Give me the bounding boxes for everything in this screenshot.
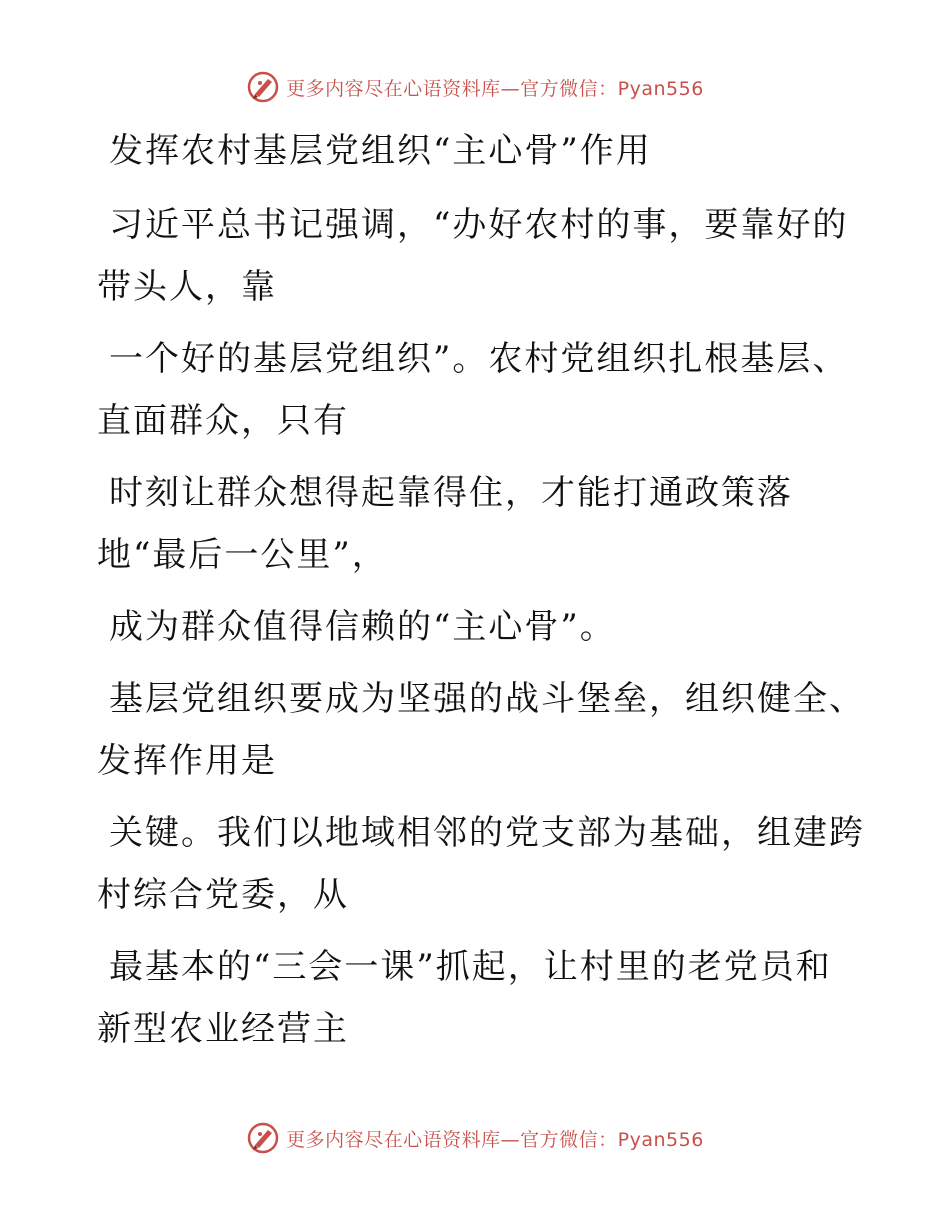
paragraph-2 (97, 328, 849, 452)
paragraph-1 (97, 194, 849, 318)
paragraph-line: 成为群众值得信赖的“主心骨”。 (109, 607, 616, 647)
paragraph-line: 习近平总书记强调，“办好农村的事，要靠好的 (109, 205, 849, 245)
paragraph-line: 新型农业经营主 (97, 1009, 349, 1049)
header-banner-text: 更多内容尽在心语资料库—官方微信：Pyan556 (286, 77, 704, 100)
paragraph-6 (97, 802, 865, 926)
paragraph-line: 时刻让群众想得起靠得住，才能打通政策落 (109, 473, 793, 513)
paragraph-line: 基层党组织要成为坚强的战斗堡垒，组织健全、 (109, 679, 865, 719)
document-title (97, 120, 837, 182)
document-title-text: 发挥农村基层党组织“主心骨”作用 (109, 131, 652, 171)
footer-banner-text: 更多内容尽在心语资料库—官方微信：Pyan556 (286, 1128, 704, 1151)
header-banner (0, 70, 950, 104)
paragraph-line: 带头人，靠 (97, 267, 277, 307)
paragraph-7 (97, 936, 837, 1060)
paragraph-line: 关键。我们以地域相邻的党支部为基础，组建跨 (109, 813, 865, 853)
paragraph-line: 直面群众，只有 (97, 401, 349, 441)
document-body (97, 120, 865, 1060)
paragraph-line: 一个好的基层党组织”。农村党组织扎根基层、 (109, 339, 849, 379)
paragraph-line: 发挥作用是 (97, 741, 277, 781)
footer-banner (0, 1121, 950, 1155)
paragraph-5 (97, 668, 865, 792)
paragraph-3 (97, 462, 837, 586)
pen-seal-logo-icon (246, 1121, 280, 1155)
paragraph-line: 最基本的“三会一课”抓起，让村里的老党员和 (109, 947, 832, 987)
paragraph-4 (97, 596, 837, 658)
pen-seal-logo-icon (246, 70, 280, 104)
paragraph-line: 村综合党委，从 (97, 875, 349, 915)
paragraph-line: 地“最后一公里”， (97, 535, 388, 575)
